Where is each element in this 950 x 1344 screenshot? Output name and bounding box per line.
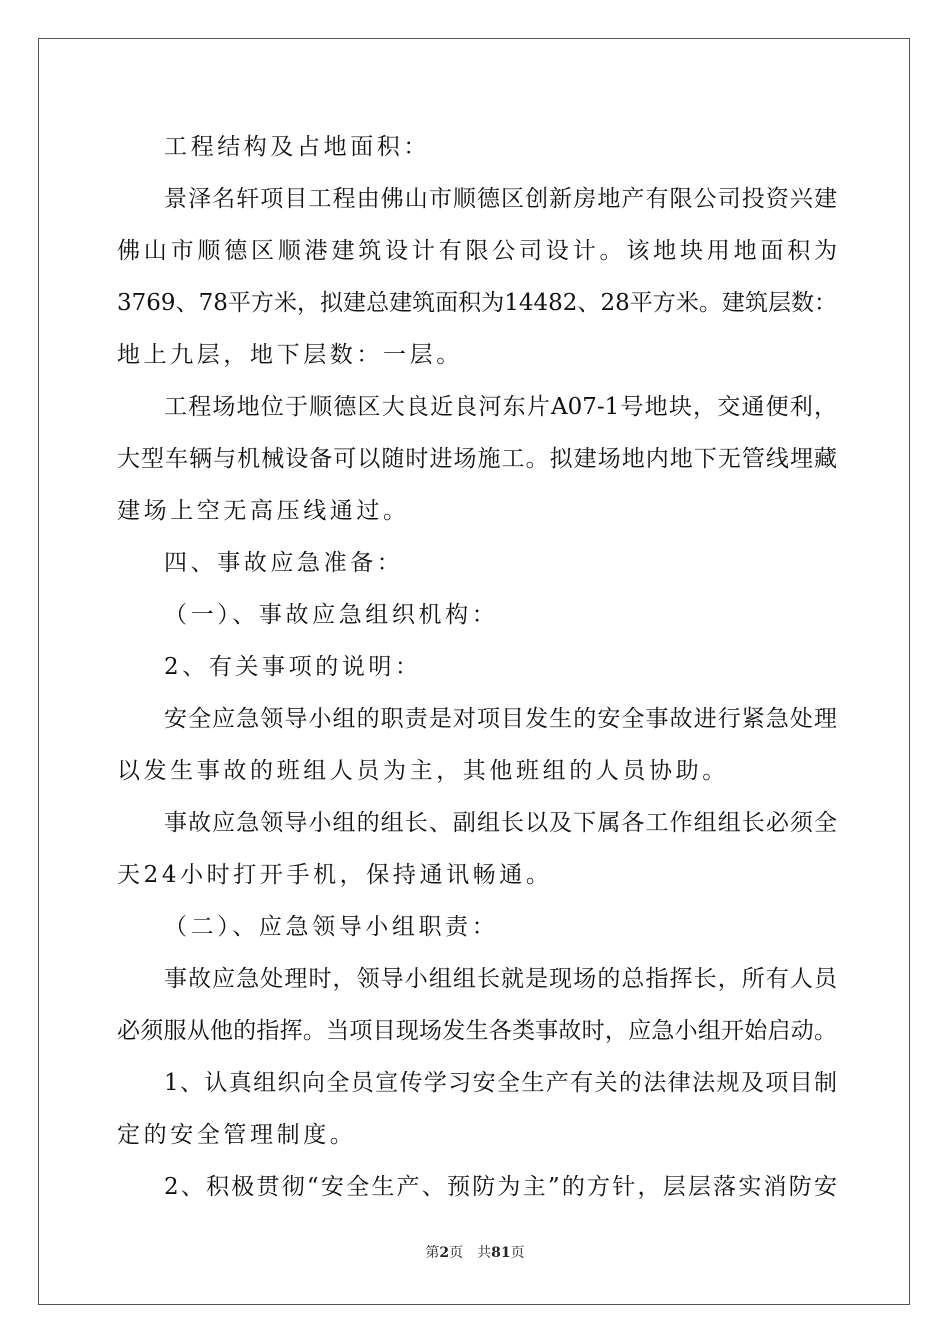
paragraph-line: 工程场地位于顺德区大良近良河东片A07-1号地块，交通便利， (164, 394, 837, 420)
section-heading: 四、事故应急准备： (164, 550, 404, 576)
subsection-heading: （二）、应急领导小组职责： (164, 914, 499, 940)
paragraph-line: 大型车辆与机械设备可以随时进场施工。拟建场地内地下无管线埋藏 (117, 446, 837, 472)
paragraph-line: 事故应急处理时，领导小组组长就是现场的总指挥长，所有人员 (164, 966, 837, 992)
paragraph-line: 景泽名轩项目工程由佛山市顺德区创新房地产有限公司投资兴建 (164, 186, 837, 212)
subsection-heading: （一）、事故应急组织机构： (164, 602, 499, 628)
paragraph-line: 工程结构及占地面积： (164, 134, 430, 160)
paragraph-line: 事故应急领导小组的组长、副组长以及下属各工作组组长必须全 (164, 810, 837, 836)
paragraph-line: 定的安全管理制度。 (117, 1122, 357, 1148)
footer-suffix: 页 (510, 1245, 525, 1261)
paragraph-line: 必须服从他的指挥。当项目现场发生各类事故时，应急小组开始启动。 (117, 1018, 837, 1044)
paragraph-line: 佛山市顺德区顺港建筑设计有限公司设计。该地块用地面积为 (117, 238, 837, 264)
paragraph-line: 天24小时打开手机，保持通讯畅通。 (117, 862, 553, 888)
paragraph-line: 1、认真组织向全员宣传学习安全生产有关的法律法规及项目制 (164, 1070, 837, 1096)
page-footer (0, 1242, 950, 1262)
paragraph-line: 以发生事故的班组人员为主，其他班组的人员协助。 (117, 758, 729, 784)
paragraph-line: 3769、78平方米，拟建总建筑面积为14482、28平方米。建筑层数： (117, 290, 837, 316)
footer-total-pages: 81 (491, 1245, 511, 1261)
paragraph-line: 2、积极贯彻“安全生产、预防为主”的方针，层层落实消防安 (164, 1174, 837, 1200)
paragraph-line: 地上九层，地下层数：一层。 (117, 342, 463, 368)
subsection-heading: 2、有关事项的说明： (164, 654, 422, 680)
footer-middle: 页 共 (449, 1245, 492, 1261)
paragraph-line: 建场上空无高压线通过。 (117, 498, 410, 524)
footer-prefix: 第 (425, 1245, 440, 1261)
paragraph-line: 安全应急领导小组的职责是对项目发生的安全事故进行紧急处理 (164, 706, 837, 732)
footer-page-number: 2 (439, 1245, 450, 1261)
